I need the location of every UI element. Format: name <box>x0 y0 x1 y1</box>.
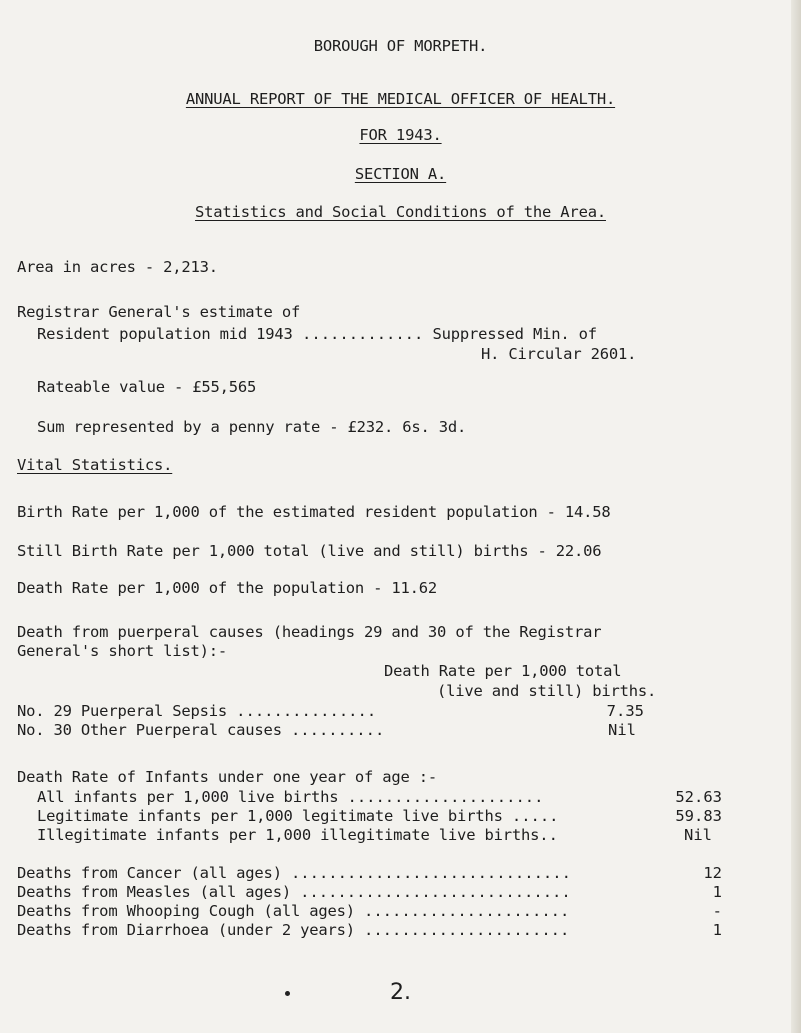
infant-row-leader: ..................... <box>347 788 544 806</box>
deaths-row <box>17 902 569 920</box>
deaths-row-leader: ...................... <box>364 902 570 920</box>
deaths-row-label: Deaths from Cancer (all ages) <box>17 864 291 882</box>
puerperal-intro-2: General's short list):- <box>17 642 228 660</box>
infant-row-value: Nil <box>684 826 712 844</box>
deaths-row <box>17 921 569 939</box>
deaths-row-leader: .............................. <box>290 864 571 882</box>
deaths-row-value: 1 <box>712 921 722 939</box>
borough-heading: BOROUGH OF MORPETH. <box>313 37 488 55</box>
death-rate: Death Rate per 1,000 of the population - 11.62 <box>17 579 438 597</box>
deaths-row-label: Deaths from Diarrhoea (under 2 years) <box>17 921 365 939</box>
puerperal-row-value: 7.35 <box>606 702 644 720</box>
puerperal-row <box>17 702 376 720</box>
rateable-value: Rateable value - £55,565 <box>37 378 257 396</box>
infant-row-label: Legitimate infants per 1,000 legitimate live births <box>37 807 512 825</box>
population-value: Suppressed Min. of <box>423 325 597 343</box>
puerperal-row-leader: ............... <box>236 702 377 720</box>
deaths-row-leader: ............................. <box>300 883 571 901</box>
infant-row-leader: .. <box>539 826 558 844</box>
population-line-2 <box>37 325 597 343</box>
puerperal-row-label: No. 30 Other Puerperal causes <box>17 721 291 739</box>
report-year: FOR 1943. <box>359 126 442 144</box>
deaths-row <box>17 883 571 901</box>
infant-row <box>37 807 559 825</box>
still-birth-rate: Still Birth Rate per 1,000 total (live and still) births - 22.06 <box>17 542 602 560</box>
deaths-row-label: Deaths from Whooping Cough (all ages) <box>17 902 365 920</box>
population-line-3: H. Circular 2601. <box>481 345 637 363</box>
deaths-row-value: - <box>712 902 722 920</box>
deaths-row-value: 12 <box>703 864 722 882</box>
infant-row-label: All infants per 1,000 live births <box>37 788 348 806</box>
deaths-row <box>17 864 571 882</box>
population-label: Resident population mid 1943 <box>37 325 293 343</box>
vital-statistics-heading: Vital Statistics. <box>17 456 173 474</box>
infant-row <box>37 826 558 844</box>
deaths-row-value: 1 <box>712 883 722 901</box>
penny-rate: Sum represented by a penny rate - £232. 6s. 3d. <box>37 418 467 436</box>
infant-intro: Death Rate of Infants under one year of age :- <box>17 768 438 786</box>
population-leader: ............. <box>292 325 424 343</box>
infant-row-value: 59.83 <box>675 807 722 825</box>
puerperal-row-value: Nil <box>608 721 636 739</box>
population-line-1: Registrar General's estimate of <box>17 303 301 321</box>
section-heading: SECTION A. <box>354 165 447 183</box>
column-heading-1: Death Rate per 1,000 total <box>384 662 622 680</box>
page-number: 2. <box>390 980 411 1005</box>
puerperal-row <box>17 721 384 739</box>
puerperal-row-leader: .......... <box>290 721 385 739</box>
infant-row-label: Illegitimate infants per 1,000 illegitimate live births <box>37 826 540 844</box>
area-acres: Area in acres - 2,213. <box>17 258 218 276</box>
infant-row-leader: ..... <box>511 807 559 825</box>
page-edge-shadow <box>791 0 801 1033</box>
puerperal-row-label: No. 29 Puerperal Sepsis <box>17 702 237 720</box>
report-title: ANNUAL REPORT OF THE MEDICAL OFFICER OF HEALTH. <box>185 90 616 108</box>
birth-rate: Birth Rate per 1,000 of the estimated resident population - 14.58 <box>17 503 611 521</box>
column-heading-2: (live and still) births. <box>437 682 657 700</box>
deaths-row-label: Deaths from Measles (all ages) <box>17 883 301 901</box>
deaths-row-leader: ...................... <box>364 921 570 939</box>
infant-row <box>37 788 543 806</box>
section-subtitle: Statistics and Social Conditions of the Area. <box>195 203 606 221</box>
infant-row-value: 52.63 <box>675 788 722 806</box>
puerperal-intro-1: Death from puerperal causes (headings 29 and 30 of the Registrar <box>17 623 602 641</box>
